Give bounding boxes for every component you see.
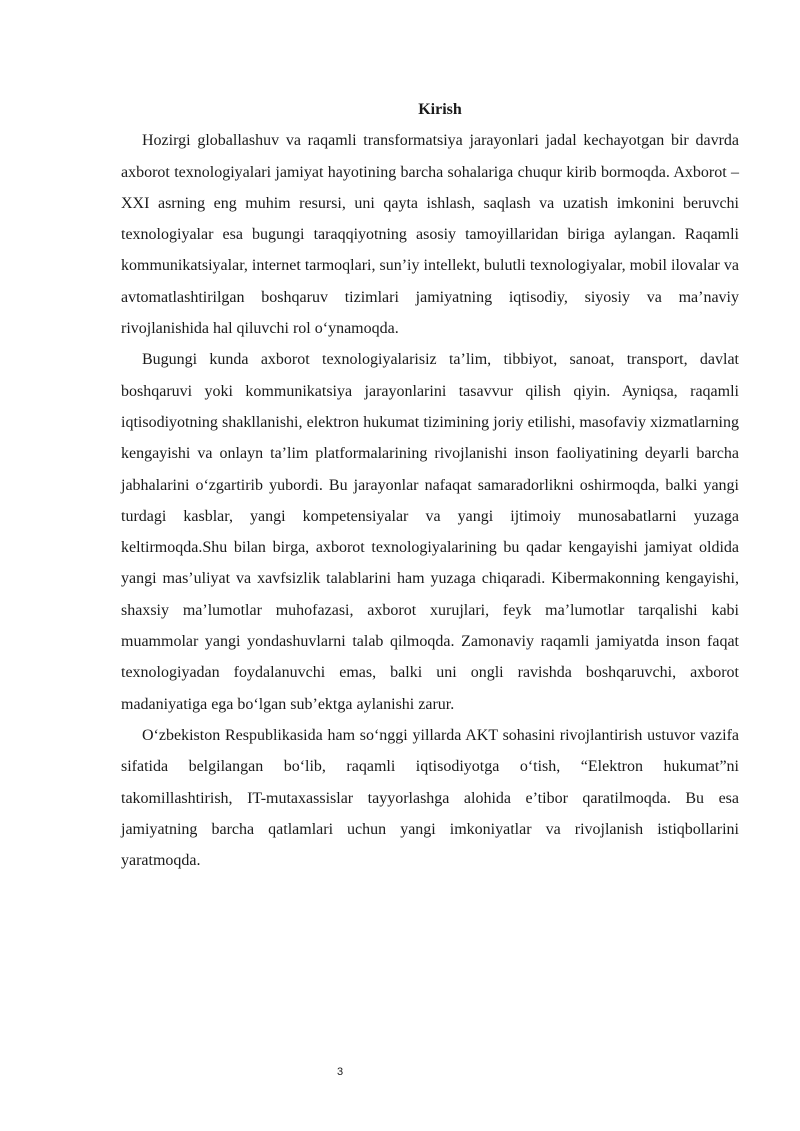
- page-content: [121, 94, 739, 876]
- paragraph-2: Bugungi kunda axborot texnologiyalarisiz ta’lim, tibbiyot, sanoat, transport, davlat boshqaruvi yoki kommunikatsiya jarayonlarini tasavvur qilish qiyin. Ayniqsa, raqamli iqtisodiyotning shakllanishi, elektron hukumat tizimining joriy etilishi, masofaviy xizmatlarning kengayishi va onlayn ta’lim platformalarining rivojlanishi inson faoliyatining deyarli barcha jabhalarini o‘zgartirib yubordi. Bu jarayonlar nafaqat samaradorlikni oshirmoqda, balki yangi turdagi kasblar, yangi kompetensiyalar va yangi ijtimoiy munosabatlarni yuzaga keltirmoqda.Shu bilan birga, axborot texnologiyalarining bu qadar kengayishi jamiyat oldida yangi mas’uliyat va xavfsizlik talablarini ham yuzaga chiqaradi. Kibermakonning kengayishi, shaxsiy ma’lumotlar muhofazasi, axborot xurujlari, feyk ma’lumotlar tarqalishi kabi muammolar yangi yondashuvlarni talab qilmoqda. Zamonaviy raqamli jamiyatda inson faqat texnologiyadan foydalanuvchi emas, balki uni ongli ravishda boshqaruvchi, axborot madaniyatiga ega bo‘lgan sub’ektga aylanishi zarur.: [121, 351, 739, 713]
- paragraph-1: Hozirgi globallashuv va raqamli transformatsiya jarayonlari jadal kechayotgan bir davrda axborot texnologiyalari jamiyat hayotining barcha sohalariga chuqur kirib bormoqda. Axborot – XXI asrning eng muhim resursi, uni qayta ishlash, saqlash va uzatish imkonini beruvchi texnologiyalar esa bugungi taraqqiyotning asosiy tamoyillaridan biriga aylangan. Raqamli kommunikatsiyalar, internet tarmoqlari, sun’iy intellekt, bulutli texnologiyalar, mobil ilovalar va avtomatlashtirilgan boshqaruv tizimlari jamiyatning iqtisodiy, siyosiy va ma’naviy rivojlanishida hal qiluvchi rol o‘ynamoqda.: [121, 132, 739, 338]
- paragraph-3: O‘zbekiston Respublikasida ham so‘nggi yillarda AKT sohasini rivojlantirish ustuvor vazifa sifatida belgilangan bo‘lib, raqamli iqtisodiyotga o‘tish, “Elektron hukumat”ni takomillashtirish, IT-mutaxassislar tayyorlashga alohida e’tibor qaratilmoqda. Bu esa jamiyatning barcha qatlamlari uchun yangi imkoniyatlar va rivojlanish istiqbollarini yaratmoqda.: [121, 726, 739, 870]
- page-number: 3: [336, 1066, 344, 1078]
- section-title: Kirish: [418, 101, 462, 118]
